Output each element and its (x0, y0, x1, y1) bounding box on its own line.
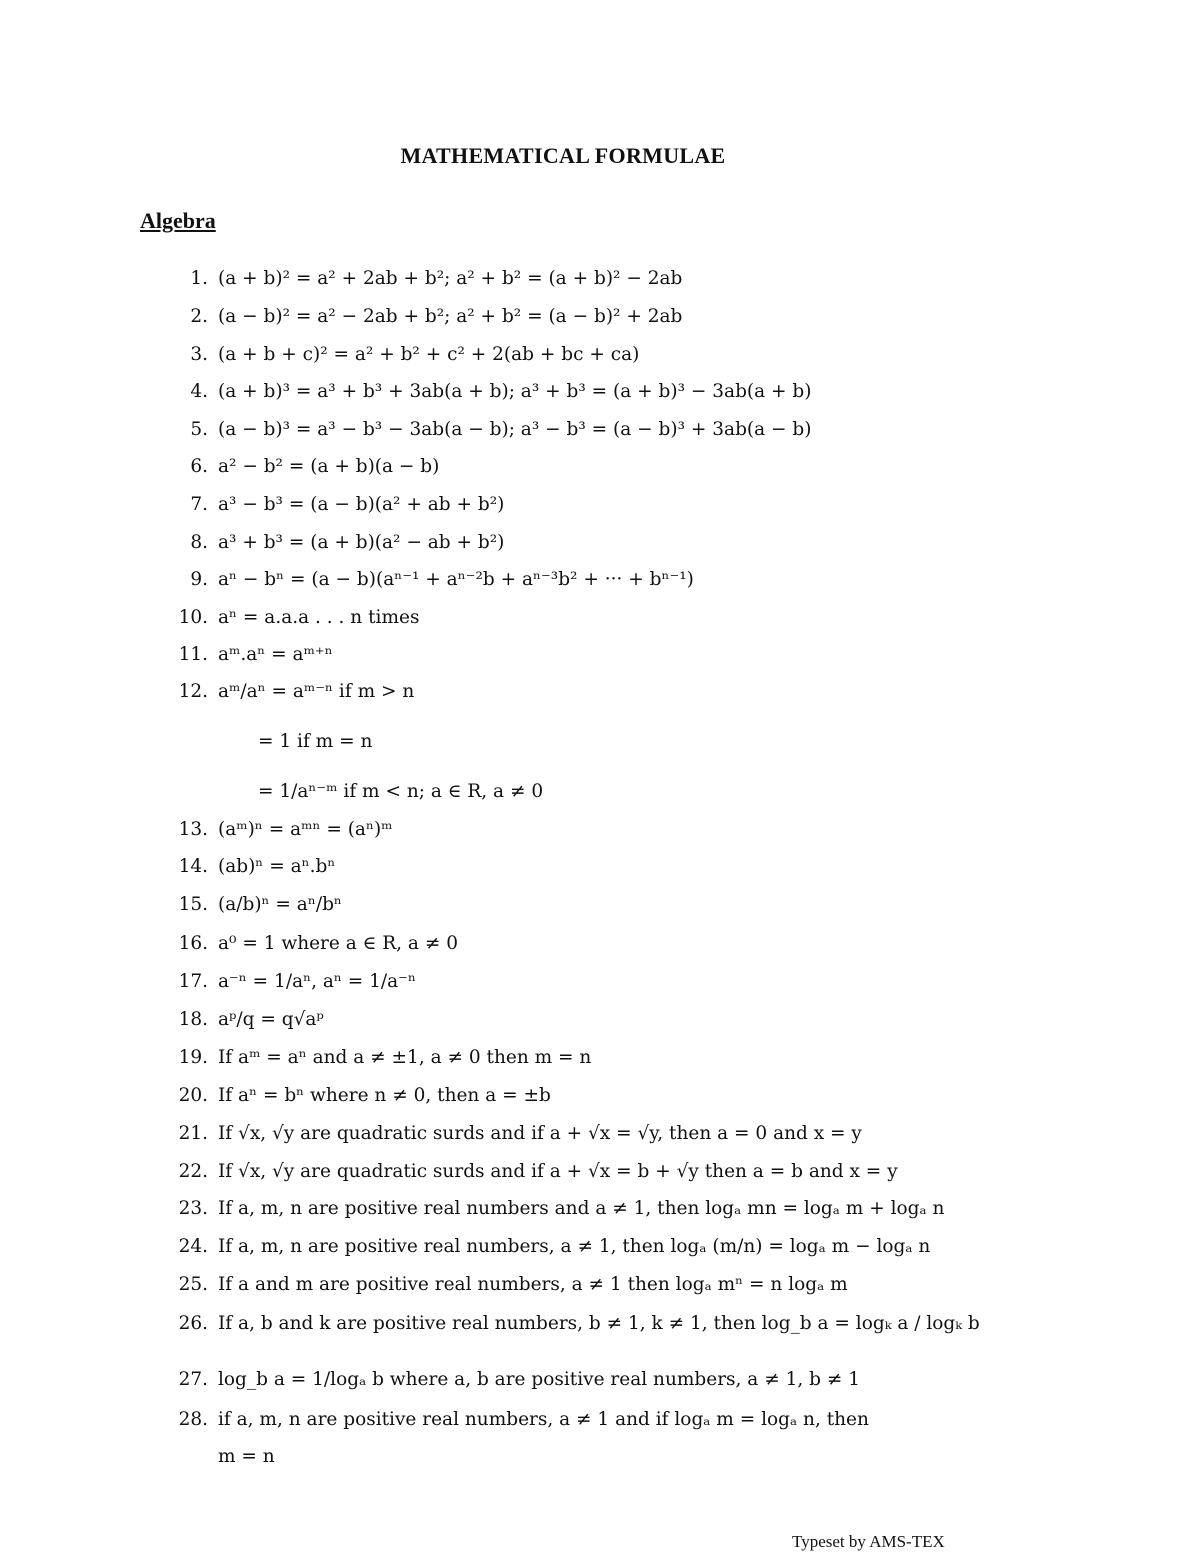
formula-number: 19. (178, 1047, 208, 1068)
formula-number: 3. (190, 344, 208, 365)
formula-28-continuation: m = n (218, 1446, 275, 1467)
formula-number: 26. (178, 1313, 208, 1334)
formula-expression: If aⁿ = bⁿ where n ≠ 0, then a = ±b (218, 1085, 551, 1106)
formula-expression: a³ + b³ = (a + b)(a² − ab + b²) (218, 532, 505, 553)
formula-number: 20. (178, 1085, 208, 1106)
formula-expression: aᵐ.aⁿ = aᵐ⁺ⁿ (218, 644, 333, 665)
formula-expression: (a − b)³ = a³ − b³ − 3ab(a − b); a³ − b³ = (a − b)³ + 3ab(a − b) (218, 419, 812, 440)
formula-expression: aᵖ/q = q√aᵖ (218, 1009, 324, 1030)
formula-expression: (aᵐ)ⁿ = aᵐⁿ = (aⁿ)ᵐ (218, 819, 393, 840)
formula-number: 22. (178, 1161, 208, 1182)
formula-12-continuation-1: = 1 if m = n (258, 731, 373, 752)
formula-number: 1. (190, 268, 208, 289)
page-title: MATHEMATICAL FORMULAE (400, 143, 726, 168)
formula-expression: aᵐ/aⁿ = aᵐ⁻ⁿ if m > n (218, 681, 415, 702)
formula-expression: If aᵐ = aⁿ and a ≠ ±1, a ≠ 0 then m = n (218, 1047, 592, 1068)
formula-12-continuation-2: = 1/aⁿ⁻ᵐ if m < n; a ∈ R, a ≠ 0 (258, 781, 544, 802)
formula-number: 7. (190, 494, 208, 515)
formula-expression: If a, m, n are positive real numbers and a ≠ 1, then logₐ mn = logₐ m + logₐ n (218, 1198, 945, 1219)
formula-number: 5. (190, 419, 208, 440)
formula-expression: aⁿ − bⁿ = (a − b)(aⁿ⁻¹ + aⁿ⁻²b + aⁿ⁻³b² + ··· + bⁿ⁻¹) (218, 569, 694, 590)
formula-expression: a⁰ = 1 where a ∈ R, a ≠ 0 (218, 933, 458, 954)
formula-number: 16. (178, 933, 208, 954)
formula-number: 10. (178, 607, 208, 628)
formula-number: 23. (178, 1198, 208, 1219)
formula-number: 24. (178, 1236, 208, 1257)
formula-number: 6. (190, 456, 208, 477)
formula-number: 27. (178, 1369, 208, 1390)
formula-number: 8. (190, 532, 208, 553)
section-heading-algebra: Algebra (140, 208, 216, 233)
formula-expression: (a − b)² = a² − 2ab + b²; a² + b² = (a − b)² + 2ab (218, 306, 683, 327)
formula-expression: If a, b and k are positive real numbers, b ≠ 1, k ≠ 1, then log_b a = logₖ a / logₖ b (218, 1313, 980, 1334)
formula-number: 25. (178, 1274, 208, 1295)
formula-expression: (a + b)² = a² + 2ab + b²; a² + b² = (a + b)² − 2ab (218, 268, 683, 289)
formula-number: 13. (178, 819, 208, 840)
formula-expression: (ab)ⁿ = aⁿ.bⁿ (218, 856, 336, 877)
formula-number: 11. (178, 644, 208, 665)
formula-expression: (a + b)³ = a³ + b³ + 3ab(a + b); a³ + b³ = (a + b)³ − 3ab(a + b) (218, 381, 812, 402)
formula-number: 18. (178, 1009, 208, 1030)
formula-expression: If a and m are positive real numbers, a ≠ 1 then logₐ mⁿ = n logₐ m (218, 1274, 848, 1295)
formula-number: 2. (190, 306, 208, 327)
formula-expression: a³ − b³ = (a − b)(a² + ab + b²) (218, 494, 505, 515)
formula-number: 9. (190, 569, 208, 590)
formula-number: 4. (190, 381, 208, 402)
formula-number: 14. (178, 856, 208, 877)
formula-number: 17. (178, 971, 208, 992)
formula-expression: a² − b² = (a + b)(a − b) (218, 456, 440, 477)
formula-number: 15. (178, 894, 208, 915)
formula-expression: If √x, √y are quadratic surds and if a + √x = √y, then a = 0 and x = y (218, 1123, 862, 1144)
formula-expression: log_b a = 1/logₐ b where a, b are positive real numbers, a ≠ 1, b ≠ 1 (218, 1369, 860, 1390)
typeset-footer: Typeset by AMS-TEX (792, 1532, 945, 1551)
formula-expression: aⁿ = a.a.a . . . n times (218, 607, 420, 628)
formula-number: 21. (178, 1123, 208, 1144)
formula-expression: (a + b + c)² = a² + b² + c² + 2(ab + bc + ca) (218, 344, 640, 365)
formula-number: 12. (178, 681, 208, 702)
formula-number: 28. (178, 1409, 208, 1430)
formula-expression: if a, m, n are positive real numbers, a ≠ 1 and if logₐ m = logₐ n, then (218, 1409, 869, 1430)
formula-expression: a⁻ⁿ = 1/aⁿ, aⁿ = 1/a⁻ⁿ (218, 971, 416, 992)
formula-expression: If a, m, n are positive real numbers, a ≠ 1, then logₐ (m/n) = logₐ m − logₐ n (218, 1236, 931, 1257)
formula-expression: If √x, √y are quadratic surds and if a + √x = b + √y then a = b and x = y (218, 1161, 898, 1182)
formula-expression: (a/b)ⁿ = aⁿ/bⁿ (218, 894, 342, 915)
